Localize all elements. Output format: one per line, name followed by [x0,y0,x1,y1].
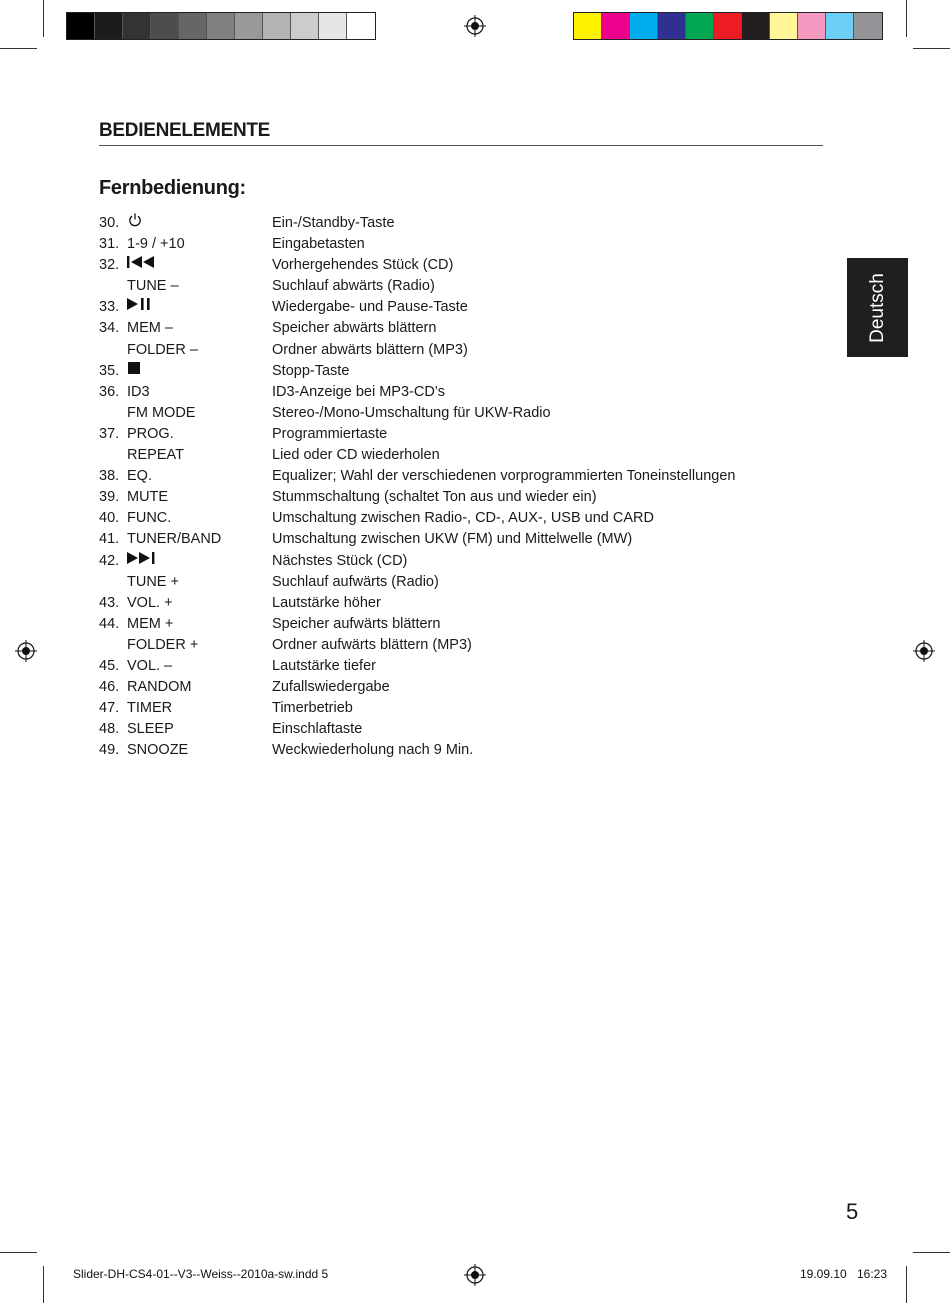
item-number: 41. [99,531,120,548]
color-swatch [658,13,686,39]
gray-color-bar [66,12,376,40]
item-description: Equalizer; Wahl der verschiedenen vorprogrammierten Toneinstellungen [272,468,736,485]
list-item [99,276,799,297]
list-item [99,635,799,656]
color-swatch [151,13,179,39]
slug-date: 19.09.10 [800,1267,847,1281]
crop-mark [906,0,907,37]
slug-time: 16:23 [857,1267,888,1281]
item-key: TUNER/BAND [127,531,222,548]
list-item [99,403,799,424]
item-description: Timerbetrieb [272,700,353,717]
item-description: Speicher aufwärts blättern [272,615,441,632]
list-item [99,572,799,593]
color-swatch [67,13,95,39]
item-number: 48. [99,721,120,738]
crop-mark [0,1252,37,1253]
item-number: 42. [99,552,120,569]
item-description: ID3-Anzeige bei MP3-CD’s [272,383,445,400]
item-description: Programmiertaste [272,425,388,442]
item-number: 31. [99,236,120,253]
item-description: Stopp-Taste [272,362,350,379]
list-item [99,593,799,614]
item-description: Umschaltung zwischen Radio-, CD-, AUX-, USB und CARD [272,510,654,527]
item-key: TIMER [127,700,173,717]
crop-mark [913,1252,950,1253]
registration-mark-icon [913,640,935,662]
item-key: FOLDER – [127,341,198,358]
item-key: FM MODE [127,404,196,421]
item-key [127,297,267,318]
item-number: 38. [99,468,120,485]
crop-mark [0,48,37,49]
list-item [99,255,799,276]
item-description: Vorhergehendes Stück (CD) [272,257,454,274]
color-swatch [686,13,714,39]
color-swatch [207,13,235,39]
list-item [99,487,799,508]
color-swatch [630,13,658,39]
item-description: Lautstärke tiefer [272,657,376,674]
item-key: PROG. [127,425,174,442]
item-key [127,551,267,572]
item-number: 34. [99,320,120,337]
item-key [127,361,267,382]
file-slug: Slider-DH-CS4-01--V3--Weiss--2010a-sw.indd 5 [73,1267,329,1281]
color-swatch [826,13,854,39]
item-key: EQ. [127,468,152,485]
item-number: 43. [99,594,120,611]
color-swatch [714,13,742,39]
item-key [127,213,267,234]
language-tab-label: Deutsch [866,272,888,343]
item-description: Ordner abwärts blättern (MP3) [272,341,468,358]
color-swatch [95,13,123,39]
item-number: 45. [99,657,120,674]
item-number: 49. [99,742,120,759]
color-swatch [179,13,207,39]
color-swatch [235,13,263,39]
registration-mark-icon [464,1264,486,1286]
crop-mark [913,48,950,49]
crop-mark [906,1266,907,1303]
remote-control-list [99,213,799,761]
color-swatch [574,13,602,39]
list-item [99,234,799,255]
item-key [127,255,267,276]
item-key: REPEAT [127,447,184,464]
list-item [99,719,799,740]
heading-divider [99,145,823,146]
item-number: 46. [99,679,120,696]
item-key: MEM – [127,320,173,337]
list-item [99,297,799,318]
list-item [99,508,799,529]
skip-back-icon [127,255,159,276]
item-description: Weckwiederholung nach 9 Min. [272,742,474,759]
item-number: 33. [99,299,120,316]
color-swatch [854,13,882,39]
color-swatch [347,13,375,39]
registration-mark-icon [15,640,37,662]
item-description: Speicher abwärts blättern [272,320,437,337]
item-key: MUTE [127,489,169,506]
item-number: 40. [99,510,120,527]
item-number: 30. [99,215,120,231]
list-item [99,382,799,403]
item-key: 1-9 / +10 [127,236,185,253]
list-item [99,340,799,361]
item-description: Suchlauf aufwärts (Radio) [272,573,439,590]
item-number: 36. [99,383,120,400]
item-description: Einschlaftaste [272,721,363,738]
crop-mark [43,0,44,37]
item-number: 32. [99,257,120,274]
item-description: Lied oder CD wiederholen [272,447,440,464]
color-swatch [742,13,770,39]
item-description: Nächstes Stück (CD) [272,552,408,569]
list-item [99,213,799,234]
item-description: Ordner aufwärts blättern (MP3) [272,636,472,653]
list-item [99,361,799,382]
power-icon [127,212,143,235]
item-description: Ein-/Standby-Taste [272,215,395,231]
list-item [99,614,799,635]
subsection-heading: Fernbedienung: [99,177,246,199]
item-number: 47. [99,700,120,717]
item-number: 39. [99,489,120,506]
item-key: FUNC. [127,510,172,527]
item-description: Eingabetasten [272,236,365,253]
list-item [99,551,799,572]
item-description: Lautstärke höher [272,594,381,611]
item-key: RANDOM [127,679,192,696]
list-item [99,740,799,761]
list-item [99,318,799,339]
item-number: 37. [99,425,120,442]
registration-mark-icon [464,15,486,37]
list-item [99,698,799,719]
item-number: 44. [99,615,120,632]
page-number: 5 [846,1199,859,1224]
list-item [99,656,799,677]
item-key: SNOOZE [127,742,189,759]
stop-icon [127,361,141,382]
crop-mark [43,1266,44,1303]
item-description: Stereo-/Mono-Umschaltung für UKW-Radio [272,404,551,421]
list-item [99,445,799,466]
item-number: 35. [99,362,120,379]
item-key: SLEEP [127,721,174,738]
item-description: Stummschaltung (schaltet Ton aus und wieder ein) [272,489,597,506]
item-description: Suchlauf abwärts (Radio) [272,278,435,295]
color-swatch [798,13,826,39]
language-tab [847,258,908,357]
list-item [99,466,799,487]
color-swatch [319,13,347,39]
list-item [99,529,799,550]
color-swatch [291,13,319,39]
color-swatch [602,13,630,39]
item-key: VOL. + [127,594,173,611]
item-key: TUNE – [127,278,179,295]
item-description: Umschaltung zwischen UKW (FM) und Mittelwelle (MW) [272,531,633,548]
color-swatch [263,13,291,39]
color-swatch [123,13,151,39]
list-item [99,677,799,698]
item-description: Zufallswiedergabe [272,679,390,696]
cmyk-color-bar [573,12,883,40]
skip-forward-icon [127,551,157,572]
item-key: TUNE + [127,573,179,590]
color-swatch [770,13,798,39]
item-key: MEM + [127,615,174,632]
section-heading: BEDIENELEMENTE [99,120,271,141]
item-key: VOL. – [127,657,173,674]
play-pause-icon [127,297,153,318]
item-key: ID3 [127,383,150,400]
item-key: FOLDER + [127,636,199,653]
item-description: Wiedergabe- und Pause-Taste [272,299,468,316]
list-item [99,424,799,445]
